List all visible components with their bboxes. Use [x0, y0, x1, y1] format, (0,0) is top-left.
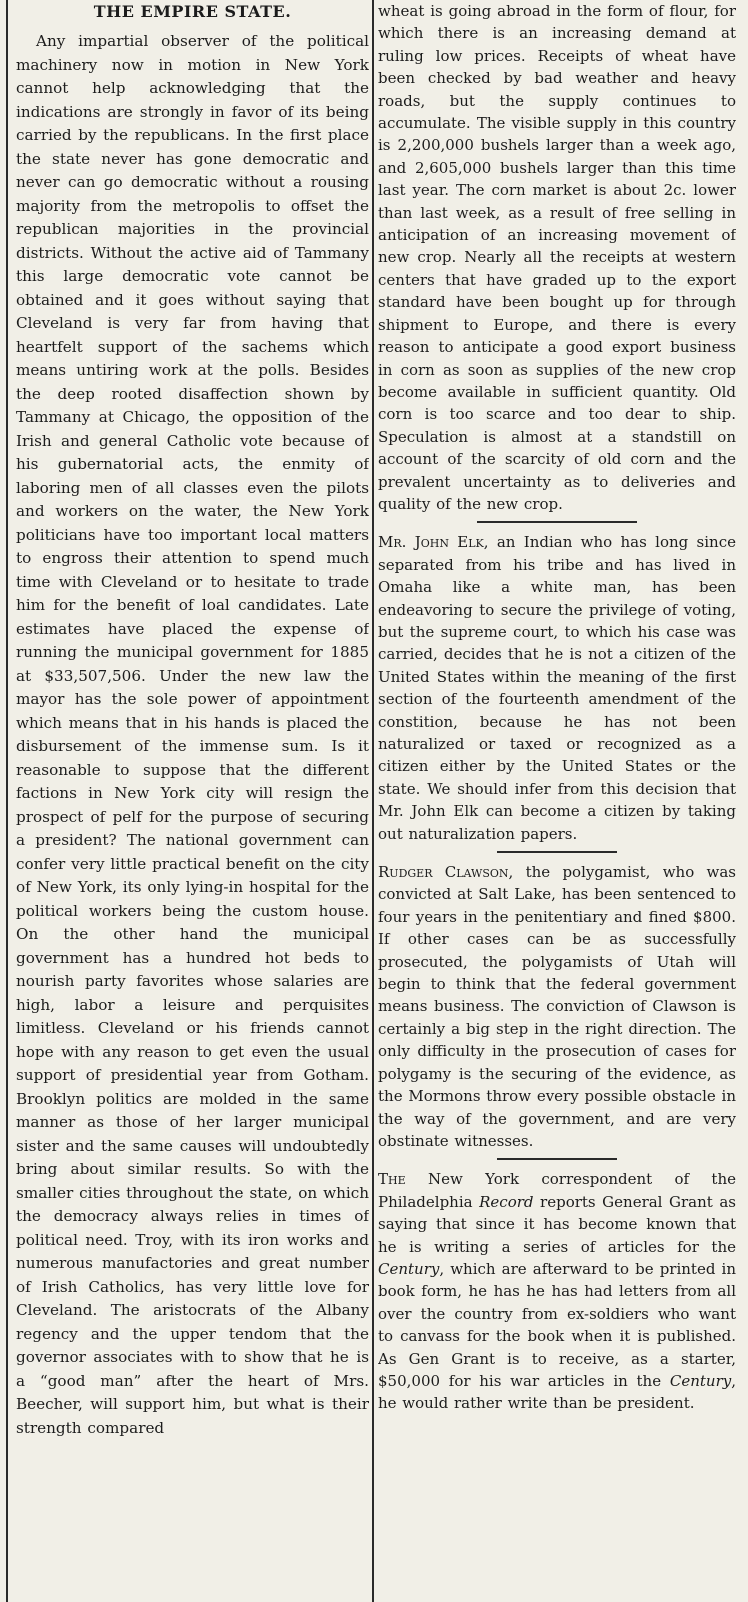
- clawson-body: , the polygamist, who was convicted at Salt Lake, has been sentenced to four years in the penitentiary and fined $800. If other cases can be as successfully prosecuted, the polygamists of Utah will begin to think that the federal government means business. The conviction of Clawson is certainly a big step in the right direction. The only difficulty in the prosecution of cases for polygamy is the securing of the evidence, as the Mormons throw every possible obstacle in the way of the government, and are very obstinate witnesses.: [378, 863, 736, 1150]
- grant-body: , he would rather write than be president.: [378, 1371, 736, 1413]
- clawson-lead: Rudger Clawson: [378, 863, 509, 882]
- grant-item: [378, 1168, 736, 1414]
- record-title: Record: [479, 1192, 534, 1211]
- column-rule: [372, 0, 374, 1602]
- left-column: [16, 0, 369, 1440]
- elk-body: , an Indian who has long since separated from his tribe and has lived in Omaha like a white man, has been endeavoring to secure the privilege of voting, but the supreme court, to which his case was carried, decides that he is not a citizen of the United States within the meaning of the first section of the fourteenth amendment of the constition, because he has not been naturalized or taxed or recognized as a citizen either by the United States or the state. We should infer from this decision that Mr. John Elk can become a citizen by taking out naturalization papers.: [378, 533, 736, 843]
- grant-body: , which are afterward to be printed in book form, he has he has had letters from all over the country from ex-soldiers who want to canvass for the book when it is published. As Gen Grant is to receive, as a starter, $50,000 for his war articles in the: [378, 1259, 736, 1390]
- left-margin-rule: [6, 0, 8, 1602]
- century-title: Century: [669, 1371, 732, 1390]
- article-body: Any impartial observer of the political machinery now in motion in New York cannot help acknowledging that the indications are strongly in favor of its being carried by the republicans. In the first place the state never has gone democratic and never can go democratic without a rousing majority from the metropolis to offset the republican majorities in the provincial districts. Without the active aid of Tammany this large democratic vote cannot be obtained and it goes without saying that Cleveland is very far from having that heartfelt support of the sachems which means untiring work at the polls. Besides the deep rooted disaffection shown by Tammany at Chicago, the opposition of the Irish and general Catholic vote because of his gubernatorial acts, the enmity of laboring men of all classes even the pilots and workers on the water, the New York politicians have too important local matters to engross their attention to spend much time with Cleveland or to hesitate to trade him for the benefit of loal candidates. Late estimates have placed the expense of running the municipal government for 1885 at $33,507,506. Under the new law the mayor has the sole power of appointment which means that in his hands is placed the disbursement of the immense sum. Is it reasonable to suppose that the different factions in New York city will resign the prospect of pelf for the purpose of securing a president? The national government can confer very little practical benefit on the city of New York, its only lying-in hospital for the political workers being the custom house. On the other hand the municipal government has a hundred hot beds to nourish party favorites whose salaries are high, labor a leisure and perquisites limitless. Cleveland or his friends cannot hope with any reason to get even the usual support of presidential year from Gotham. Brooklyn politics are molded in the same manner as those of her larger municipal sister and the same causes will undoubtedly bring about similar results. So with the smaller cities throughout the state, on which the democracy always relies in times of political need. Troy, with its iron works and numerous manufactories and great number of Irish Catholics, has very little love for Cleveland. The aristocrats of the Albany regency and the upper tendom that the governor associates with to show that he is a “good man” after the heart of Mrs. Beecher, will support him, but what is their strength compared: [16, 32, 369, 1437]
- century-title: Century: [378, 1259, 440, 1278]
- grain-market-text: wheat is going abroad in the form of flour, for which there is an increasing demand at ruling low prices. Receipts of wheat have been checked by bad weather and heavy roads, but the supply continues to accumulate. The visible supply in this country is 2,200,000 bushels larger than a week ago, and 2,605,000 bushels larger than this time last year. The corn market is about 2c. lower than last week, as a result of free selling in anticipation of an increasing movement of new crop. Nearly all the receipts at western centers that have graded up to the export standard have been bought up for through shipment to Europe, and there is every reason to anticipate a good export business in corn as soon as supplies of the new crop become available in sufficient quantity. Old corn is too scarce and too dear to ship. Speculation is almost at a standstill on account of the scarcity of old corn and the prevalent uncertainty as to deliveries and quality of the new crop.: [378, 2, 736, 513]
- grant-body: reports General Grant as saying that since it has become known that he is writing a series of articles for the: [378, 1192, 736, 1256]
- section-divider: [497, 851, 617, 853]
- right-column: [378, 0, 736, 1415]
- elk-item: [378, 531, 736, 845]
- section-divider: [497, 1158, 617, 1160]
- section-divider: [477, 521, 637, 523]
- clawson-item: [378, 861, 736, 1152]
- grant-lead: The: [378, 1170, 406, 1189]
- grant-body: New York correspondent of the Philadelphia: [378, 1170, 736, 1211]
- article-heading: THE EMPIRE STATE.: [93, 2, 292, 21]
- elk-lead: Mr. John Elk: [378, 533, 484, 552]
